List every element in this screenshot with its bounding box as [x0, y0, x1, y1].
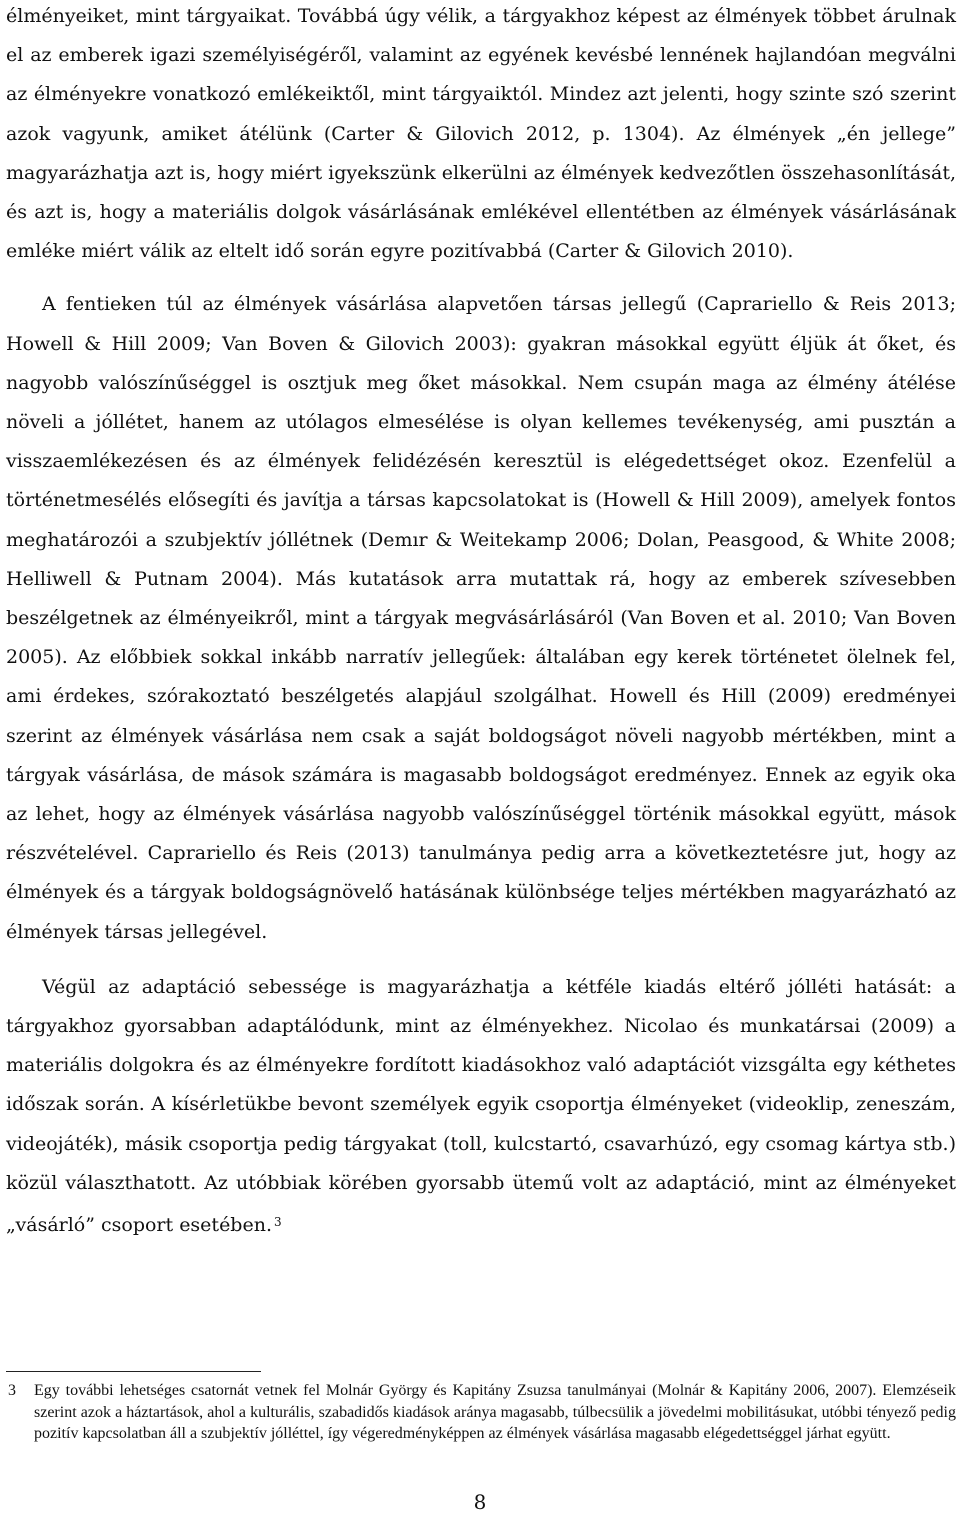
paragraph-adaptation [6, 968, 956, 1245]
paragraph-adaptation-text: Végül az adaptáció sebessége is magyarázhatja a kétféle kiadás eltérő jólléti hatását: a tárgyakhoz gyorsabban adaptálódunk, mint az élményekhez. Nicolao és munkatársai (2009) a materiális dolgokra és az élményekre fordított kiadásokhoz való adaptációt vizsgálta egy kéthetes időszak során. A kísérletükbe bevont személyek egyik csoportja élményeket (videoklip, zeneszám, videojáték), másik csoportja pedig tárgyakat (toll, kulcstartó, csavarhúzó, egy csomag kártya stb.) közül választhatott. Az utóbbiak körében gyorsabb ütemű volt az adaptáció, mint az élményeket „vásárló” csoport esetében. [6, 975, 956, 1237]
paragraph-continued: élményeiket, mint tárgyaikat. Továbbá úgy vélik, a tárgyakhoz képest az élmények többet árulnak el az emberek igazi személyiségéről, valamint az egyének kevésbé lennének hajlandóan megválni az élményekre vonatkozó emlékeiktől, mint tárgyaiktól. Mindez azt jelenti, hogy szinte szó szerint azok vagyunk, amiket átélünk (Carter & Gilovich 2012, p. 1304). Az élmények „én jellege” magyarázhatja azt is, hogy miért igyekszünk elkerülni az élmények kedvezőtlen összehasonlítását, és azt is, hogy a materiális dolgok vásárlásának emlékével ellentétben az élmények vásárlásának emléke miért válik az eltelt idő során egyre pozitívabbá (Carter & Gilovich 2010). [6, 5, 956, 263]
footnote [6, 1380, 956, 1445]
footnote-text: Egy további lehetséges csatornát vetnek fel Molnár György és Kapitány Zsuzsa tanulmányai (Molnár & Kapitány 2006, 2007). Elemzéseik szerint azok a háztartások, ahol a kulturális, szabadidős kiadások aránya magasabb, túlbecsülik a jövedelmi mobilitásukat, utóbbi tényező pedig pozitív kapcsolatban áll a szubjektív jólléttel, így végeredményképpen az élmények vásárlása magasabb elégedettséggel járhat együtt. [34, 1382, 956, 1442]
paragraph-social-nature: A fentieken túl az élmények vásárlása alapvetően társas jellegű (Caprariello & Reis 2013; Howell & Hill 2009; Van Boven & Gilovich 2003): gyakran másokkal együtt éljük át őket, és nagyobb valószínűséggel is osztjuk meg őket másokkal. Nem csupán maga az élmény átélése növeli a jóllétet, hanem az utólagos elmesélése is olyan kellemes tevékenység, ami pusztán a visszaemlékezésen és az élmények felidézésén keresztül is elégedettséget okoz. Ezenfelül a történetmesélés elősegíti és javítja a társas kapcsolatokat is (Howell & Hill 2009), amelyek fontos meghatározói a szubjektív jóllétnek (Demır & Weitekamp 2006; Dolan, Peasgood, & White 2008; Helliwell & Putnam 2004). Más kutatások arra mutattak rá, hogy az emberek szívesebben beszélgetnek az élményeikről, mint a tárgyak megvásárlásáról (Van Boven et al. 2010; Van Boven 2005). Az előbbiek sokkal inkább narratív jellegűek: általában egy kerek történetet ölelnek fel, ami érdekes, szórakoztató beszélgetés alapjául szolgálhat. Howell és Hill (2009) eredményei szerint az élmények vásárlása nem csak a saját boldogságot növeli nagyobb mértékben, mint a tárgyak vásárlása, de mások számára is magasabb boldogságot eredményez. Ennek az egyik oka az lehet, hogy az élmények vásárlása nagyobb valószínűséggel történik másokkal együtt, mások részvételével. Caprariello és Reis (2013) tanulmánya pedig arra a következtetésre jut, hogy az élmények és a tárgyak boldogságnövelő hatásának különbsége teljes mértékben magyarázható az élmények társas jellegével. [6, 293, 956, 943]
page-number: 8 [473, 1490, 487, 1514]
document-page [6, 0, 956, 1245]
footnote-separator [6, 1371, 261, 1372]
footnote-reference[interactable]: 3 [274, 1215, 282, 1230]
footnote-number: 3 [8, 1382, 16, 1399]
